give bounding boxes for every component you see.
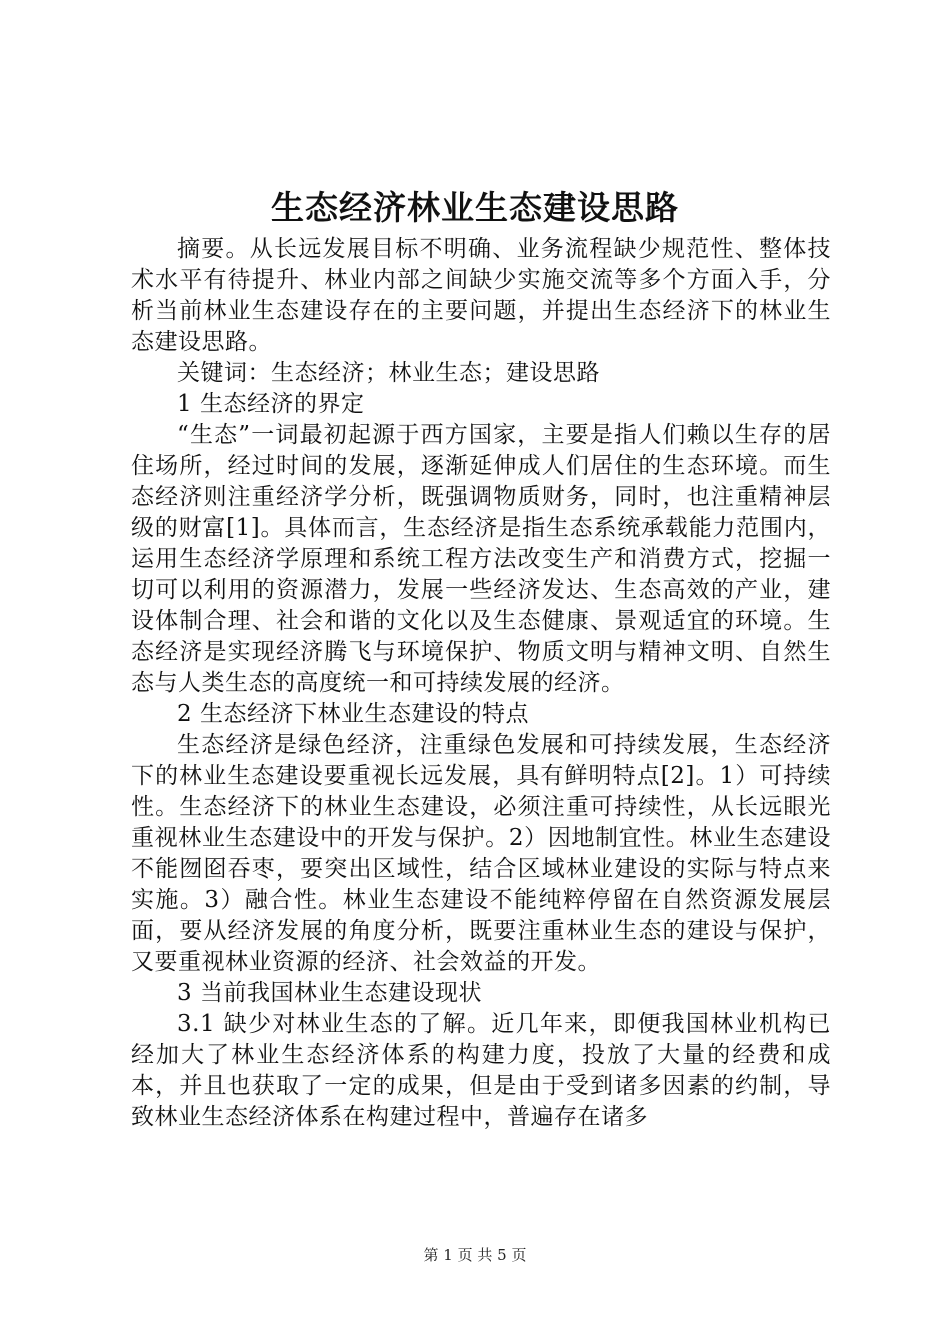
document-title: 生态经济林业生态建设思路 [271,188,679,227]
section-heading-3: 3 当前我国林业生态建设现状 [177,980,482,1006]
keywords-paragraph: 关键词：生态经济；林业生态；建设思路 [177,360,600,386]
section-heading-1: 1 生态经济的界定 [177,391,365,417]
page-number-footer: 第 1 页 共 5 页 [423,1246,527,1264]
section-heading-2: 2 生态经济下林业生态建设的特点 [177,701,529,727]
section-3-paragraph: 3.1 缺少对林业生态的了解。近几年来，即便我国林业机构已经加大了林业生态经济体系的构建力度，投放了大量的经费和成本，并且也获取了一定的成果，但是由于受到诸多因素的约制，导致林业生态经济体系在构建过程中，普遍存在诸多 [131,1011,831,1130]
abstract-paragraph: 摘要。从长远发展目标不明确、业务流程缺少规范性、整体技术水平有待提升、林业内部之间缺少实施交流等多个方面入手，分析当前林业生态建设存在的主要问题，并提出生态经济下的林业生态建设思路。 [131,236,831,355]
document-body [131,234,831,1133]
section-2-paragraph: 生态经济是绿色经济，注重绿色发展和可持续发展，生态经济下的林业生态建设要重视长远发展，具有鲜明特点[2]。1）可持续性。生态经济下的林业生态建设，必须注重可持续性，从长远眼光重视林业生态建设中的开发与保护。2）因地制宜性。林业生态建设不能囫囵吞枣，要突出区域性，结合区域林业建设的实际与特点来实施。3）融合性。林业生态建设不能纯粹停留在自然资源发展层面，要从经济发展的角度分析，既要注重林业生态的建设与保护，又要重视林业资源的经济、社会效益的开发。 [131,732,831,975]
section-1-paragraph: “生态”一词最初起源于西方国家，主要是指人们赖以生存的居住场所，经过时间的发展，逐渐延伸成人们居住的生态环境。而生态经济则注重经济学分析，既强调物质财务，同时，也注重精神层级的财富[1]。具体而言，生态经济是指生态系统承载能力范围内，运用生态经济学原理和系统工程方法改变生产和消费方式，挖掘一切可以利用的资源潜力，发展一些经济发达、生态高效的产业，建设体制合理、社会和谐的文化以及生态健康、景观适宜的环境。生态经济是实现经济腾飞与环境保护、物质文明与精神文明、自然生态与人类生态的高度统一和可持续发展的经济。 [131,422,831,696]
